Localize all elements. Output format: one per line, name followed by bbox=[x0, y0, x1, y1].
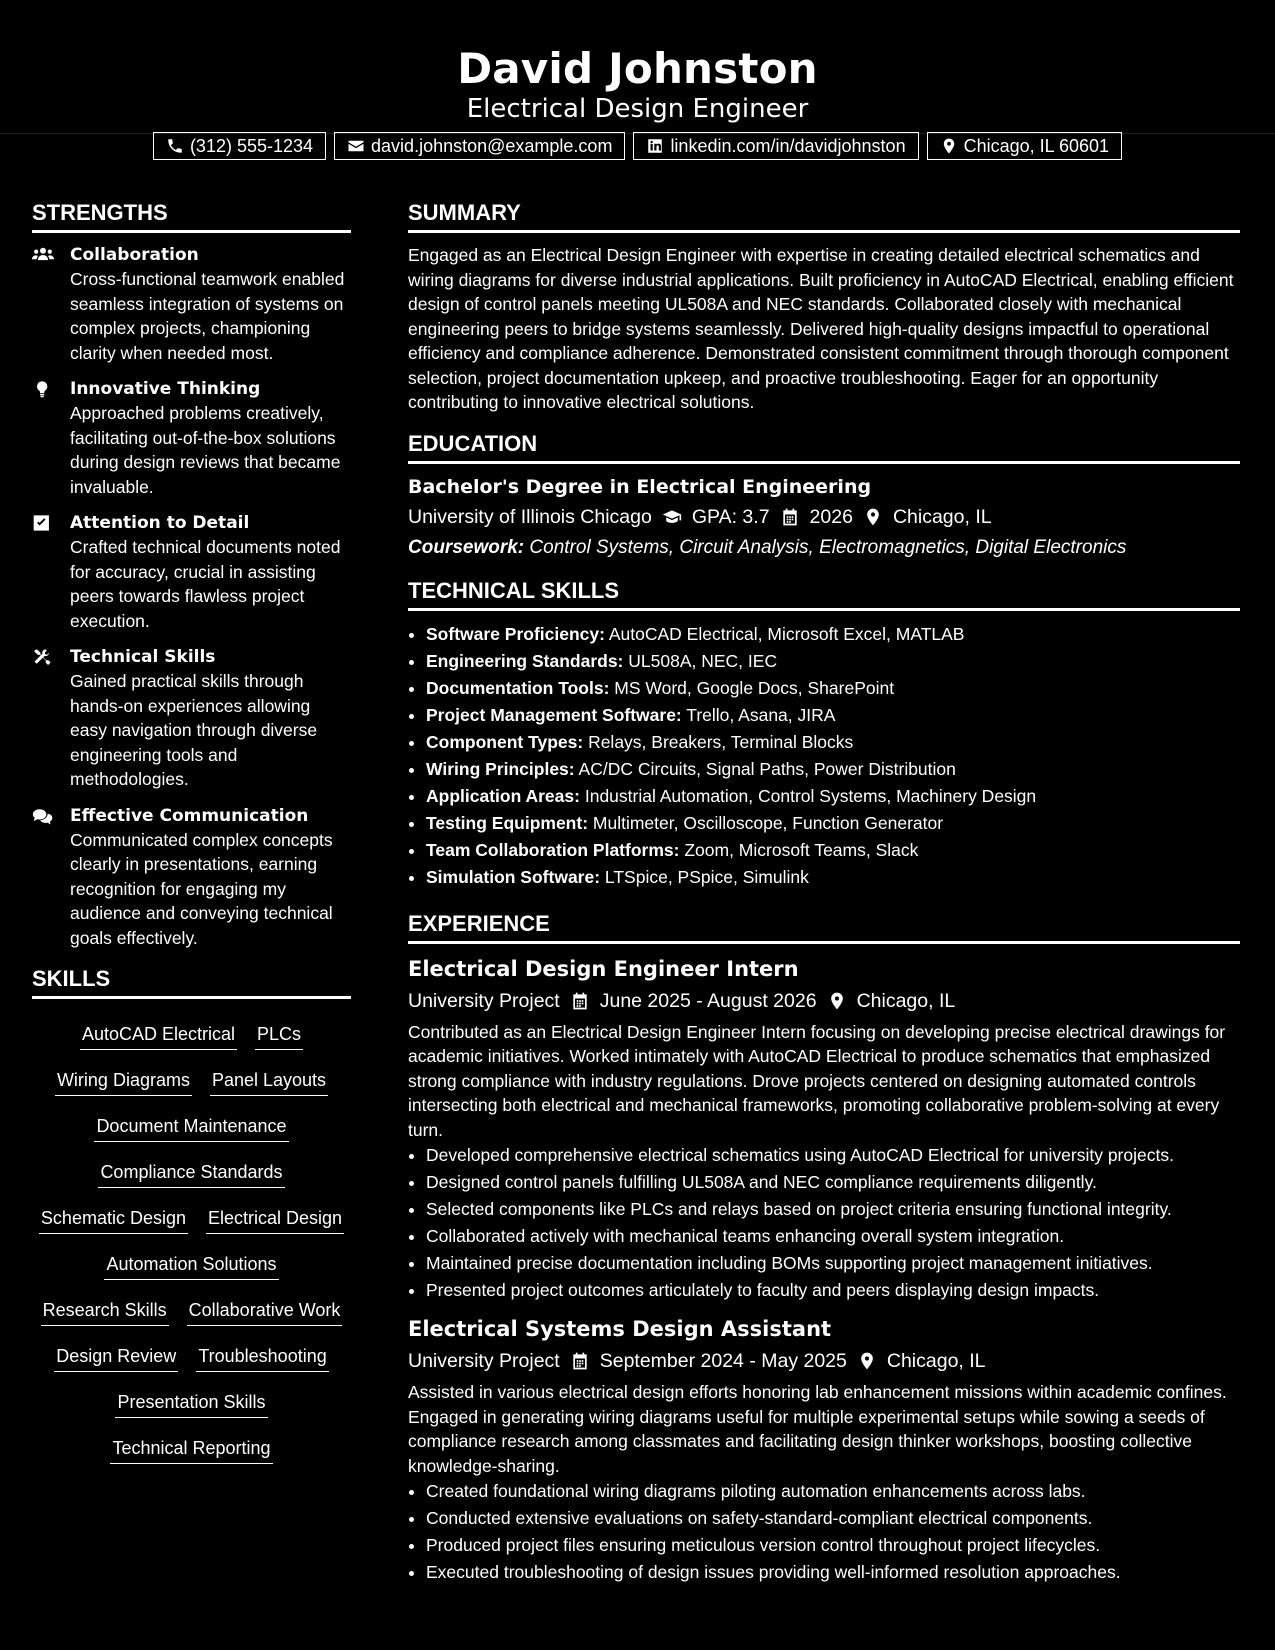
map-pin-icon bbox=[827, 991, 847, 1011]
skill-tag: Research Skills bbox=[41, 1297, 169, 1326]
list-item bbox=[426, 621, 1240, 648]
grad-year: 2026 bbox=[809, 505, 853, 528]
tech-value: Industrial Automation, Control Systems, Machinery Design bbox=[584, 785, 1037, 806]
graduation-cap-icon bbox=[662, 507, 682, 527]
lightbulb-icon bbox=[32, 379, 54, 399]
strengths-heading: STRENGTHS bbox=[32, 198, 351, 233]
job-role: Electrical Systems Design Assistant bbox=[408, 1317, 832, 1341]
tech-label: Wiring Principles: bbox=[426, 758, 575, 779]
technical-skills-heading: TECHNICAL SKILLS bbox=[408, 576, 1240, 611]
skill-tag: Automation Solutions bbox=[104, 1251, 278, 1280]
strength-name: Effective Communication bbox=[70, 805, 309, 826]
job-meta bbox=[408, 984, 1240, 1018]
list-item bbox=[426, 864, 1240, 891]
skill-tag: Collaborative Work bbox=[187, 1297, 343, 1326]
strength-item bbox=[32, 511, 351, 633]
degree-name: Bachelor's Degree in Electrical Engineering bbox=[408, 475, 872, 498]
list-item: • Conducted extensive evaluations on safety-standard-compliant electrical components. bbox=[426, 1505, 1240, 1532]
list-item: • Designed control panels fulfilling UL508A and NEC compliance requirements diligently. bbox=[426, 1169, 1240, 1196]
map-pin-icon bbox=[857, 1351, 877, 1371]
strength-name: Attention to Detail bbox=[70, 513, 250, 533]
tech-label: Simulation Software: bbox=[426, 866, 601, 887]
skill-tag: Troubleshooting bbox=[196, 1343, 328, 1372]
skill-tag: Schematic Design bbox=[39, 1205, 188, 1234]
list-item: • Developed comprehensive electrical schematics using AutoCAD Electrical for university projects. bbox=[426, 1142, 1240, 1169]
calendar-icon bbox=[570, 1351, 590, 1371]
skill-tag: Document Maintenance bbox=[94, 1113, 288, 1142]
skills-list bbox=[32, 1009, 351, 1473]
job-meta bbox=[408, 1344, 1240, 1378]
skill-tag: Technical Reporting bbox=[110, 1435, 272, 1464]
right-column bbox=[408, 198, 1240, 1596]
job-org: University Project bbox=[408, 989, 560, 1012]
job-role: Electrical Design Engineer Intern bbox=[408, 956, 799, 981]
strength-desc: Approached problems creatively, facilitating out-of-the-box solutions during design reviews that became invaluable. bbox=[70, 403, 341, 497]
technical-skills-list bbox=[408, 621, 1240, 891]
coursework-list: Control Systems, Circuit Analysis, Electromagnetics, Digital Electronics bbox=[529, 536, 1127, 558]
strength-item bbox=[32, 804, 351, 951]
job-entry bbox=[408, 954, 1240, 1305]
list-item: • Executed troubleshooting of design issues providing well-informed resolution approaches. bbox=[426, 1559, 1240, 1586]
candidate-name: David Johnston bbox=[457, 44, 818, 93]
users-icon bbox=[32, 245, 54, 265]
skill-tag: AutoCAD Electrical bbox=[80, 1021, 237, 1050]
tech-label: Documentation Tools: bbox=[426, 677, 610, 698]
tech-label: Engineering Standards: bbox=[426, 650, 624, 671]
tech-value: Relays, Breakers, Terminal Blocks bbox=[588, 731, 854, 752]
map-pin-icon bbox=[863, 507, 883, 527]
contact-linkedin[interactable] bbox=[633, 132, 918, 160]
strength-item bbox=[32, 645, 351, 792]
education-meta bbox=[408, 500, 1240, 534]
tech-label: Testing Equipment: bbox=[426, 812, 589, 833]
map-pin-icon bbox=[940, 137, 958, 155]
strength-name: Innovative Thinking bbox=[70, 379, 261, 399]
tech-value: Trello, Asana, JIRA bbox=[686, 704, 836, 725]
tech-value: MS Word, Google Docs, SharePoint bbox=[614, 677, 895, 698]
job-description: Contributed as an Electrical Design Engineer Intern focusing on developing precise electrical drawings for academic initiatives. Worked intimately with AutoCAD Electrical to produce schematics that emphasized strong compliance with industry regulations. Drove projects centered on designing automated controls intersecting both electrical and mechanical frameworks, promoting collaborative problem-solving at every turn. bbox=[408, 1021, 1226, 1140]
list-item bbox=[426, 837, 1240, 864]
coursework-label: Coursework: bbox=[408, 536, 525, 558]
calendar-icon bbox=[780, 507, 800, 527]
skill-tag: Electrical Design bbox=[206, 1205, 344, 1234]
strength-desc: Crafted technical documents noted for accuracy, crucial in assisting peers towards flawless project execution. bbox=[70, 537, 341, 631]
job-bullets bbox=[408, 1478, 1240, 1586]
job-location: Chicago, IL bbox=[886, 1350, 986, 1372]
strength-item bbox=[32, 243, 351, 365]
tools-icon bbox=[32, 647, 54, 667]
tech-label: Team Collaboration Platforms: bbox=[426, 839, 680, 860]
phone-text: (312) 555-1234 bbox=[189, 135, 314, 156]
phone-icon bbox=[166, 137, 184, 155]
job-dates: June 2025 - August 2026 bbox=[599, 989, 817, 1012]
skill-tag: Compliance Standards bbox=[98, 1159, 284, 1188]
school-location: Chicago, IL bbox=[892, 505, 992, 528]
list-item: • Collaborated actively with mechanical teams enhancing overall system integration. bbox=[426, 1223, 1240, 1250]
summary-heading: SUMMARY bbox=[408, 198, 1240, 233]
gpa: GPA: 3.7 bbox=[691, 505, 770, 528]
list-item: • Created foundational wiring diagrams piloting automation enhancements across labs. bbox=[426, 1478, 1240, 1505]
list-item: • Maintained precise documentation including BOMs supporting project management initiatives. bbox=[426, 1250, 1240, 1277]
strength-item bbox=[32, 377, 351, 499]
list-item bbox=[426, 810, 1240, 837]
contact-location[interactable] bbox=[927, 132, 1122, 160]
list-item: • Selected components like PLCs and relays based on project criteria ensuring functional integrity. bbox=[426, 1196, 1240, 1223]
coursework bbox=[408, 534, 1240, 562]
list-item: • Presented project outcomes articulately to faculty and peers displaying design impacts. bbox=[426, 1277, 1240, 1304]
job-bullets bbox=[408, 1142, 1240, 1304]
skill-tag: Panel Layouts bbox=[210, 1067, 328, 1096]
job-entry bbox=[408, 1314, 1240, 1586]
tech-label: Application Areas: bbox=[426, 785, 580, 806]
strength-desc: Cross-functional teamwork enabled seamless integration of systems on complex projects, championing clarity when needed most. bbox=[70, 269, 345, 363]
contact-bar bbox=[0, 132, 1275, 160]
envelope-icon bbox=[347, 137, 365, 155]
linkedin-icon bbox=[646, 137, 664, 155]
job-dates: September 2024 - May 2025 bbox=[599, 1350, 847, 1372]
tech-label: Software Proficiency: bbox=[426, 623, 605, 644]
linkedin-text: linkedin.com/in/davidjohnston bbox=[670, 135, 906, 156]
list-item bbox=[426, 729, 1240, 756]
contact-phone[interactable] bbox=[153, 132, 326, 160]
tech-value: AutoCAD Electrical, Microsoft Excel, MATLAB bbox=[608, 623, 965, 644]
skills-heading: SKILLS bbox=[32, 964, 351, 999]
contact-email[interactable] bbox=[334, 132, 625, 160]
strength-name: Technical Skills bbox=[70, 647, 216, 667]
experience-heading: EXPERIENCE bbox=[408, 909, 1240, 944]
strength-name: Collaboration bbox=[70, 245, 199, 265]
tech-label: Project Management Software: bbox=[426, 704, 682, 725]
list-item bbox=[426, 648, 1240, 675]
school-name: University of Illinois Chicago bbox=[408, 505, 652, 528]
tech-value: LTSpice, PSpice, Simulink bbox=[604, 866, 809, 887]
list-item bbox=[426, 702, 1240, 729]
job-description: Assisted in various electrical design efforts honoring lab enhancement missions within academic confines. Engaged in generating wiring diagrams useful for multiple experimental setups while sowing a seeds of compliance research among classmates and facilitating design thinker workshops, boosting collective knowledge-sharing. bbox=[408, 1382, 1227, 1476]
skill-tag: Design Review bbox=[54, 1343, 178, 1372]
strength-desc: Communicated complex concepts clearly in presentations, earning recognition for engaging my audience and conveying technical goals effectively. bbox=[70, 829, 333, 948]
list-item: • Produced project files ensuring meticulous version control throughout project lifecycles. bbox=[426, 1532, 1240, 1559]
skill-tag: PLCs bbox=[255, 1021, 303, 1050]
tech-value: Zoom, Microsoft Teams, Slack bbox=[684, 839, 919, 860]
skill-tag: Presentation Skills bbox=[115, 1389, 267, 1418]
candidate-title: Electrical Design Engineer bbox=[466, 94, 809, 124]
left-column bbox=[32, 198, 351, 1473]
tech-value: Multimeter, Oscilloscope, Function Generator bbox=[592, 812, 944, 833]
location-text: Chicago, IL 60601 bbox=[963, 135, 1110, 156]
summary-text: Engaged as an Electrical Design Engineer with expertise in creating detailed electrical schematics and wiring diagrams for diverse industrial applications. Built proficiency in AutoCAD Electrical, enabling efficient design of control panels meeting UL508A and NEC standards. Collaborated closely with mechanical engineering peers to bridge systems seamlessly. Delivered high-quality designs impactful to operational efficiency and compliance adherence. Demonstrated consistent commitment through thorough component selection, project documentation upkeep, and proactive troubleshooting. Eager for an opportunity contributing to innovative electrical solutions. bbox=[408, 245, 1234, 412]
tech-label: Component Types: bbox=[426, 731, 584, 752]
education-heading: EDUCATION bbox=[408, 429, 1240, 464]
resume-header bbox=[0, 0, 1275, 156]
list-item bbox=[426, 783, 1240, 810]
checkbox-icon bbox=[32, 513, 54, 533]
list-item bbox=[426, 756, 1240, 783]
calendar-icon bbox=[570, 991, 590, 1011]
comments-icon bbox=[32, 806, 54, 826]
strength-desc: Gained practical skills through hands-on experiences allowing easy navigation through diverse engineering tools and methodologies. bbox=[70, 671, 318, 789]
skill-tag: Wiring Diagrams bbox=[55, 1067, 192, 1096]
list-item bbox=[426, 675, 1240, 702]
tech-value: UL508A, NEC, IEC bbox=[628, 650, 778, 671]
email-text: david.johnston@example.com bbox=[371, 135, 613, 156]
tech-value: AC/DC Circuits, Signal Paths, Power Distribution bbox=[578, 758, 956, 779]
job-org: University Project bbox=[408, 1350, 560, 1372]
job-location: Chicago, IL bbox=[856, 989, 956, 1012]
